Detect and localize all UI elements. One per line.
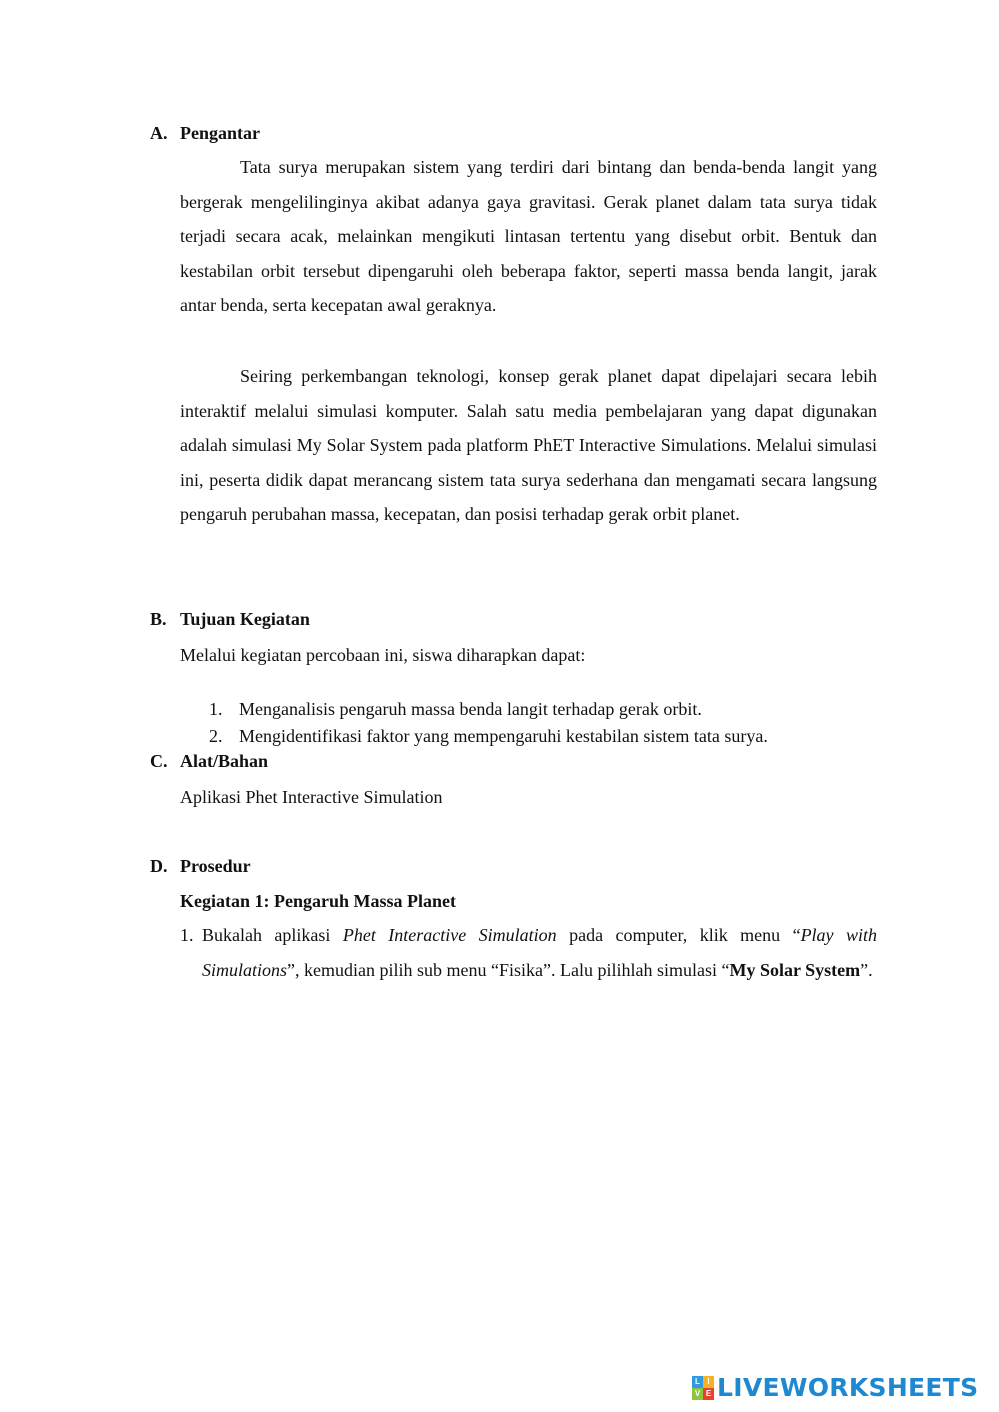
- logo-letter: V: [692, 1388, 703, 1400]
- goal-text: Mengidentifikasi faktor yang mempengaruhi kestabilan sistem tata surya.: [239, 725, 768, 746]
- section-a-title: Pengantar: [180, 123, 260, 143]
- step-text-part: pada computer, klik menu “: [556, 925, 801, 945]
- goals-intro: Melalui kegiatan percobaan ini, siswa diharapkan dapat:: [180, 645, 586, 665]
- activity-1-title: Kegiatan 1: Pengaruh Massa Planet: [180, 891, 456, 911]
- goals-list: [209, 696, 768, 749]
- step-text-part: ”, kemudian pilih sub menu “Fisika”. Lalu pilihlah simulasi “: [287, 959, 730, 980]
- step-number: 1.: [180, 925, 194, 945]
- section-b-letter: B.: [150, 609, 167, 629]
- section-c-title: Alat/Bahan: [180, 751, 269, 771]
- section-a-letter: A.: [150, 123, 168, 143]
- liveworksheets-wordmark: LIVEWORKSHEETS: [717, 1373, 979, 1402]
- section-d-letter: D.: [150, 856, 168, 876]
- liveworksheets-logo-icon: [692, 1376, 714, 1400]
- step-text-app-name: Phet Interactive Simulation: [342, 925, 557, 945]
- goal-text: Menganalisis pengaruh massa benda langit terhadap gerak orbit.: [239, 699, 702, 719]
- goal-item: [209, 696, 768, 723]
- section-d-heading: [150, 853, 251, 879]
- intro-paragraph-2: Seiring perkembangan teknologi, konsep gerak planet dapat dipelajari secara lebih interaktif melalui simulasi komputer. Salah satu media pembelajaran yang dapat digunakan adalah simulasi My Solar System pada platform PhET Interactive Simulations. Melalui simulasi ini, peserta didik dapat merancang sistem tata surya sederhana dan mengamati secara langsung pengaruh perubahan massa, kecepatan, dan posisi terhadap gerak orbit planet.: [180, 366, 877, 525]
- section-c-letter: C.: [150, 751, 168, 771]
- step-text-part: ”.: [860, 959, 873, 980]
- liveworksheets-brand: [692, 1372, 978, 1404]
- goal-number: 1.: [209, 699, 223, 719]
- step-text-part: Bukalah aplikasi: [202, 925, 343, 945]
- step-text-simulation-name: My Solar System: [729, 959, 861, 980]
- materials-item: Aplikasi Phet Interactive Simulation: [180, 787, 443, 807]
- section-a-heading: [150, 120, 260, 146]
- procedure-step-1: [180, 918, 877, 987]
- section-c-heading: [150, 748, 268, 774]
- section-d-title: Prosedur: [180, 856, 251, 876]
- logo-letter: I: [703, 1376, 714, 1388]
- section-b-title: Tujuan Kegiatan: [180, 609, 310, 629]
- logo-letter: E: [703, 1388, 714, 1400]
- step-text-menu-name: Play with Simulations: [202, 925, 877, 980]
- logo-letter: L: [692, 1376, 703, 1388]
- section-b-heading: [150, 606, 310, 632]
- goal-number: 2.: [209, 725, 223, 746]
- goal-item: [209, 723, 768, 750]
- intro-paragraph-1: Tata surya merupakan sistem yang terdiri dari bintang dan benda-benda langit yang bergerak mengelilinginya akibat adanya gaya gravitasi. Gerak planet dalam tata surya tidak terjadi secara acak, melainkan mengikuti lintasan tertentu yang disebut orbit. Bentuk dan kestabilan orbit tersebut dipengaruhi oleh beberapa faktor, seperti massa benda langit, jarak antar benda, serta kecepatan awal geraknya.: [180, 157, 877, 316]
